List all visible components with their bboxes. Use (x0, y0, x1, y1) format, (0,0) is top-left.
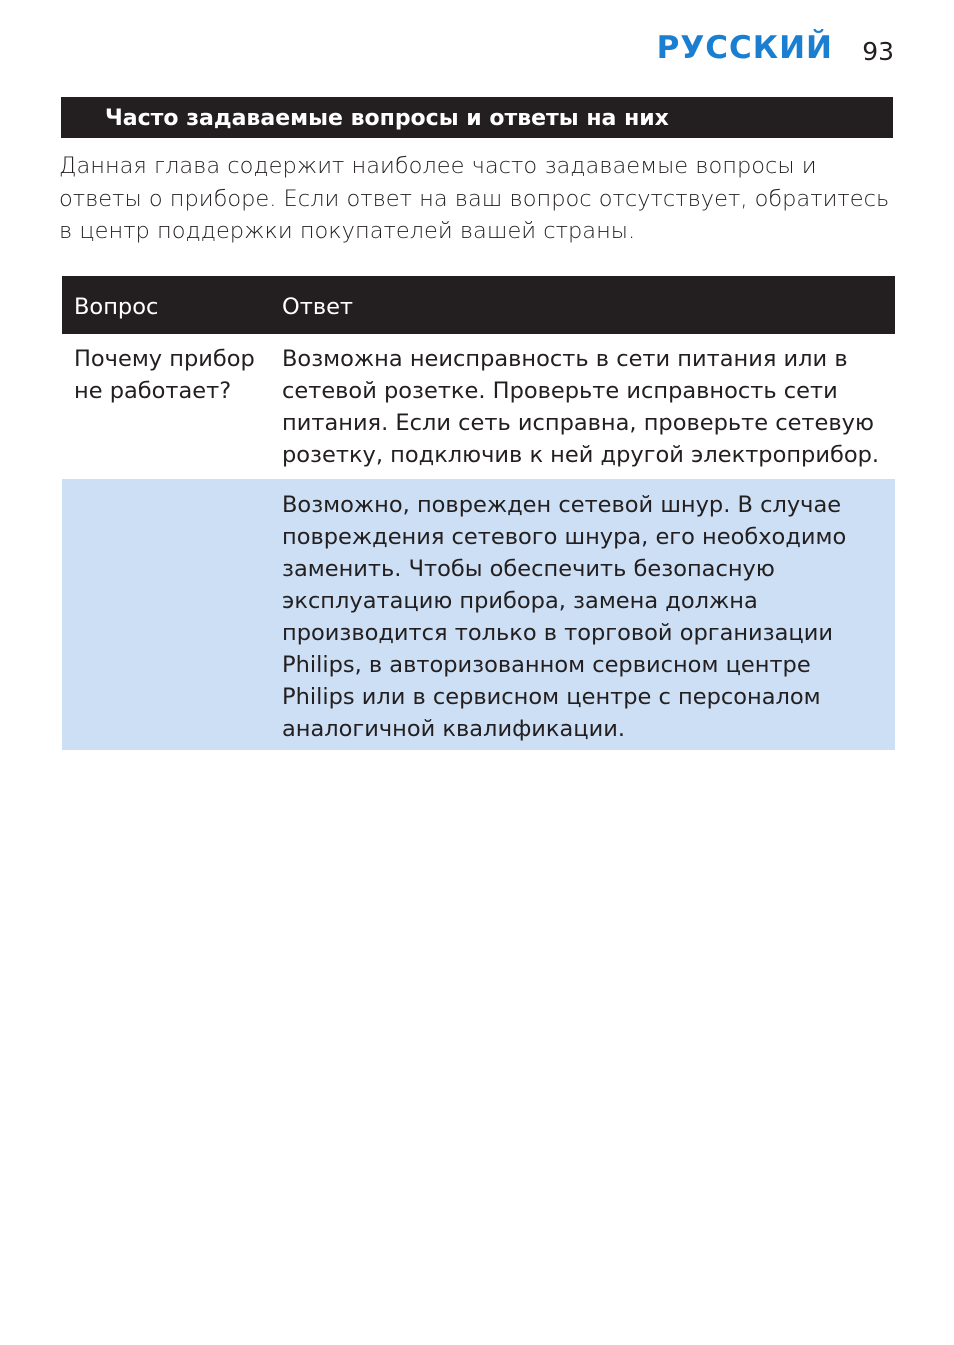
section-title: Часто задаваемые вопросы и ответы на них (105, 106, 669, 131)
faq-table-header (62, 276, 895, 334)
page-number: 93 (862, 37, 894, 66)
answer-cell: Возможно, поврежден сетевой шнур. В случае повреждения сетевого шнура, его необходимо заменить. Чтобы обеспечить безопасную эксплуатацию прибора, замена должна производится только в торговой организации Philips, в авторизованном сервисном центре Philips или в сервисном центре с персоналом аналогичной квалификации. (282, 479, 895, 750)
language-label: РУССКИЙ (656, 30, 833, 66)
faq-table (62, 276, 895, 750)
table-header-row (62, 276, 895, 334)
section-header-bar (61, 97, 893, 138)
table-row (62, 479, 895, 750)
intro-paragraph: Данная глава содержит наиболее часто задаваемые вопросы и ответы о приборе. Если ответ на ваш вопрос отсутствует, обратитесь в центр поддержки покупателей вашей страны. (59, 153, 890, 244)
column-header-answer: Ответ (282, 276, 895, 334)
table-row (62, 334, 895, 479)
question-cell: Почему прибор не работает? (62, 334, 282, 479)
answer-cell: Возможна неисправность в сети питания или в сетевой розетке. Проверьте исправность сети питания. Если сеть исправна, проверьте сетевую розетку, подключив к ней другой электроприбор. (282, 334, 895, 479)
column-header-question: Вопрос (62, 276, 282, 334)
question-cell (62, 479, 282, 750)
